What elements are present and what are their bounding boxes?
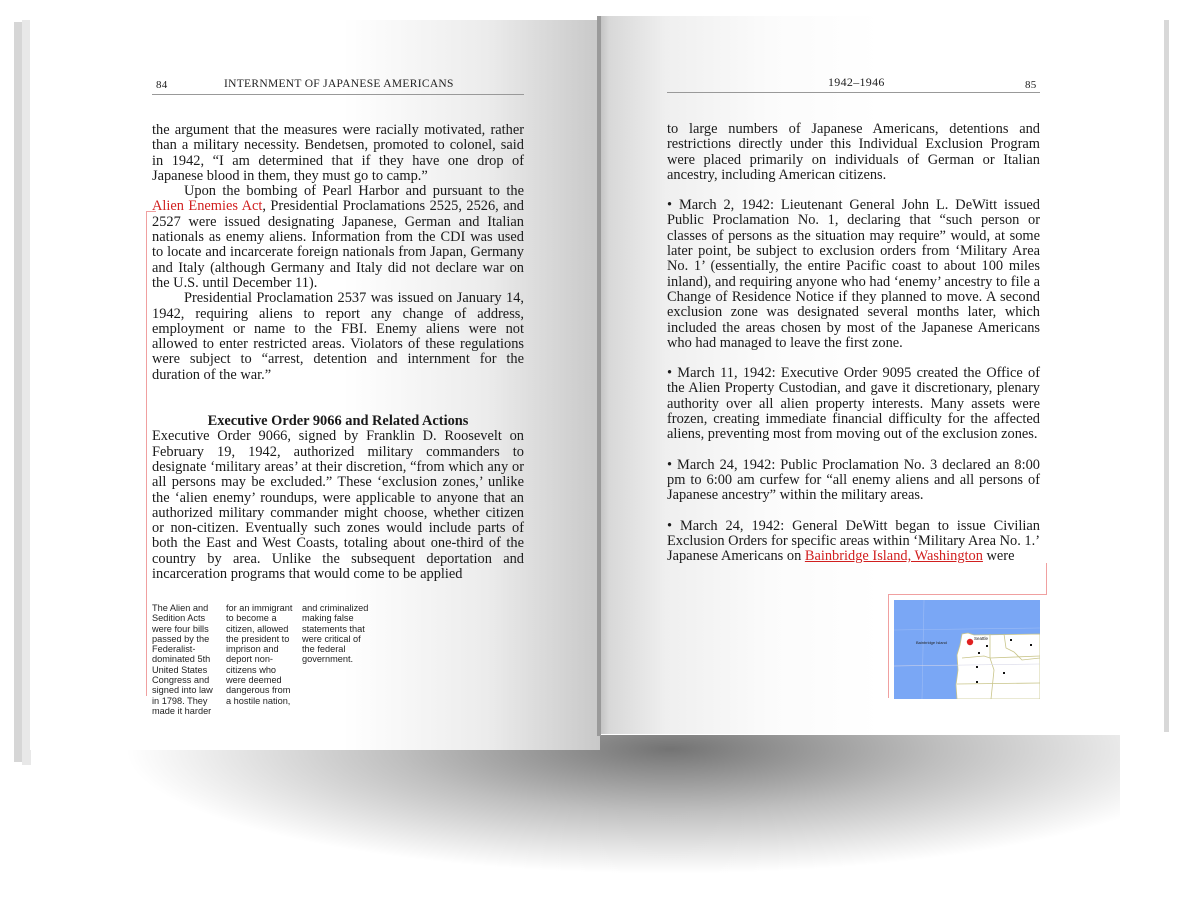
sidenote-col-1: The Alien and Sedition Acts were four bills passed by the Federalist-dominated 5th United States Congress and signed into law in 1798. They made it harder [152,603,213,716]
left-body-text [152,123,524,582]
left-header-rule [152,94,524,95]
spacer [152,383,524,414]
annotation-line [1046,563,1047,595]
right-running-head: 1942–1946 [828,75,885,89]
left-page-number: 84 [156,79,168,91]
city-marker [986,645,988,647]
bainbridge-island-marker [967,639,973,645]
section-heading: Executive Order 9066 and Related Actions [207,413,469,430]
right-header-rule [667,92,1040,93]
timeline-item: • March 11, 1942: Executive Order 9095 created the Office of the Alien Property Custodian, and gave it discretionary, plenary authority over all alien property interests. Many assets were frozen, creating immediate financial difficulty for the affected aliens, preventing most from moving out of the exclusion zones. [667,365,1040,443]
city-marker [976,681,978,683]
left-running-head: INTERNMENT OF JAPANESE AMERICANS [224,78,454,90]
map-label-bainbridge: Bainbridge Island [916,640,947,645]
annotation-margin-line [146,211,147,696]
alien-enemies-act-link[interactable]: Alien Enemies Act [152,198,263,215]
sidenote-col-3: and criminalized making false statements that were critical of the federal government. [302,603,369,665]
timeline-item: • March 24, 1942: Public Proclamation No. 3 declared an 8:00 pm to 6:00 am curfew for “all enemy aliens and all persons of Japanese ancestry” within the military areas. [667,456,1040,504]
map-label-seattle: Seattle [974,636,989,641]
city-marker [1003,672,1005,674]
paragraph-text: • March 24, 1942: General DeWitt began to issue Civilian Exclusion Orders for specific areas within ‘Military Area No. 1.’ Japanese Americans on [667,517,1040,565]
paragraph-text: were [982,548,1015,565]
city-marker [1010,639,1012,641]
right-body-text [667,122,1040,564]
city-marker [978,652,980,654]
city-marker [976,666,978,668]
sidenote-col-2: for an immigrant to become a citizen, allowed the president to imprison and deport non-citizens who were deemed dangerous from a hostile nation, [226,603,293,706]
paragraph-text: , Presidential Proclamations 2525, 2526, and 2527 were issued designating Japanese, German and Italian nationals as enemy aliens. Information from the CDI was used to locate and incarcerate foreign nationals from Japan, Germany and Italy (although Germany and Italy did not declare war on the U.S. until December 11). [152,198,524,291]
city-marker [1030,644,1032,646]
paragraph-text: Upon the bombing of Pearl Harbor and pursuant to the [184,183,524,200]
paragraph: Executive Order 9066, signed by Franklin D. Roosevelt on February 19, 1942, authorized military commanders to designate ‘military areas’ at their discretion, “from which any or all persons may be excluded.” These ‘exclusion zones,’ unlike the ‘alien enemy’ roundups, were applicable to anyone that an authorized military commander might choose, whether citizen or non-citizen. Eventually such zones would include parts of both the East and West Coasts, totaling about one-third of the country by area. Unlike the subsequent deportation and incarceration programs that would come to be applied [152,428,524,583]
annotation-line [888,594,889,698]
timeline-item [667,519,1040,565]
paragraph: Presidential Proclamation 2537 was issued on January 14, 1942, requiring aliens to report any change of address, employment or name to the FBI. Enemy aliens were not allowed to enter restricted areas. Violators of these regulations were subject to “arrest, detention and internment for the duration of the war.” [152,290,524,383]
book-shadow [120,735,1120,875]
right-page-number: 85 [1025,79,1037,91]
pacific-northwest-map [894,600,1040,699]
bainbridge-island-link[interactable]: Bainbridge Island, Washington [804,548,983,565]
paragraph [152,184,524,291]
annotation-line [888,594,1047,595]
paragraph: the argument that the measures were racially motivated, rather than a military necessity. Bendetsen, promoted to colonel, said in 1942, “I am determined that if they have one drop of Japanese blood in them, they must go to camp.” [152,122,524,184]
paragraph: to large numbers of Japanese Americans, detentions and restrictions directly under this Individual Exclusion Program were placed primarily on individuals of German or Italian ancestry, including American citizens. [667,121,1040,183]
book-gutter [597,16,601,736]
timeline-item: • March 2, 1942: Lieutenant General John L. DeWitt issued Public Proclamation No. 1, declaring that “such person or classes of persons as the situation may require” would, at some later point, be subject to exclusion orders from ‘Military Area No. 1’ (essentially, the entire Pacific coast to about 100 miles inland), and requiring anyone who had ‘enemy’ ancestry to file a Change of Residence Notice if they planned to move. A second exclusion zone was designated several months later, which included the areas chosen by most of the Japanese Americans who had managed to leave the first zone. [667,197,1040,351]
